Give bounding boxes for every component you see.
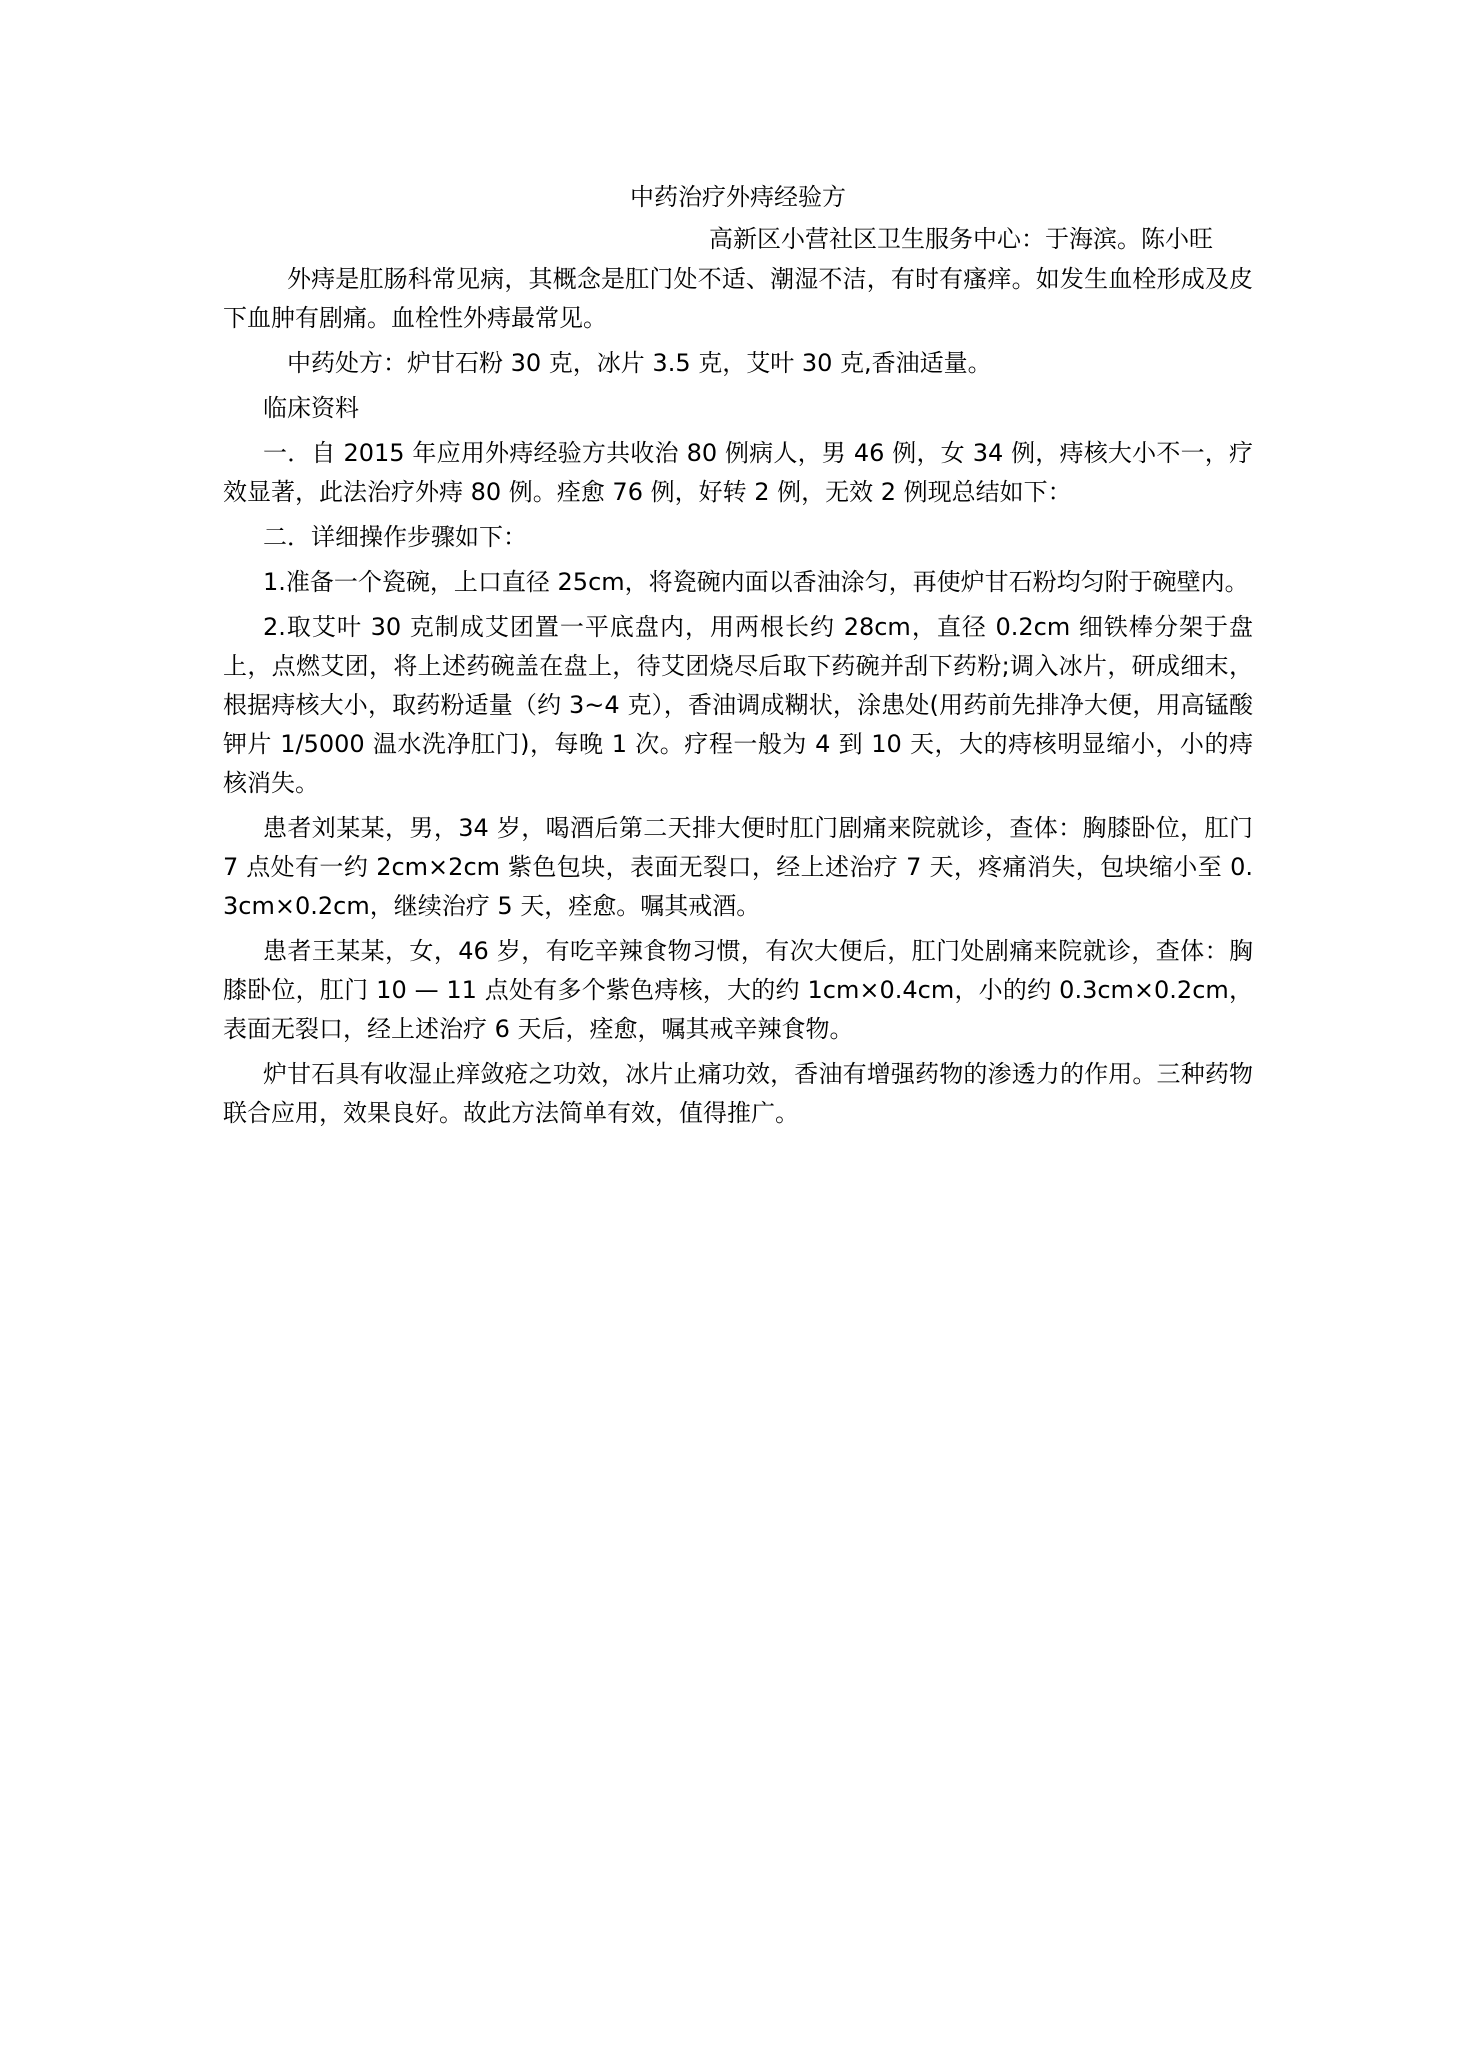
paragraph-step-2: 2.取艾叶 30 克制成艾团置一平底盘内，用两根长约 28cm，直径 0.2cm 细铁棒分架于盘上，点燃艾团，将上述药碗盖在盘上，待艾团烧尽后取下药碗并刮下药粉;调入冰片，研成细末，根据痔核大小，取药粉适量（约 3~4 克），香油调成糊状，涂患处(用药前先排净大便，用高锰酸钾片 1/5000 温水洗净肛门)，每晚 1 次。疗程一般为 4 到 10 天，大的痔核明显缩小，小的痔核消失。 <box>223 613 1253 797</box>
document-title: 中药治疗外痔经验方 <box>630 183 846 211</box>
paragraph-prescription: 中药处方：炉甘石粉 30 克，冰片 3.5 克，艾叶 30 克,香油适量。 <box>287 349 992 377</box>
paragraph-cases-summary: 一．自 2015 年应用外痔经验方共收治 80 例病人，男 46 例，女 34 例，痔核大小不一，疗效显著，此法治疗外痔 80 例。痊愈 76 例，好转 2 例，无效 2 例现总结如下： <box>223 439 1253 506</box>
paragraph-conclusion: 炉甘石具有收湿止痒敛疮之功效，冰片止痛功效，香油有增强药物的渗透力的作用。三种药物联合应用，效果良好。故此方法简单有效，值得推广。 <box>223 1060 1253 1127</box>
paragraph-intro: 外痔是肛肠科常见病，其概念是肛门处不适、潮湿不洁，有时有瘙痒。如发生血栓形成及皮下血肿有剧痛。血栓性外痔最常见。 <box>223 265 1253 332</box>
document-page <box>223 176 1253 1139</box>
paragraph-case-liu: 患者刘某某，男，34 岁，喝酒后第二天排大便时肛门剧痛来院就诊，查体：胸膝卧位，肛门 7 点处有一约 2cm×2cm 紫色包块，表面无裂口，经上述治疗 7 天，疼痛消失，包块缩小至 0.3cm×0.2cm，继续治疗 5 天，痊愈。嘱其戒酒。 <box>223 814 1253 920</box>
paragraph-step-1: 1.准备一个瓷碗，上口直径 25cm，将瓷碗内面以香油涂匀，再使炉甘石粉均匀附于碗壁内。 <box>263 568 1249 596</box>
paragraph-clinical-heading: 临床资料 <box>263 394 359 422</box>
paragraph-steps-heading: 二．详细操作步骤如下： <box>263 523 527 551</box>
author-line: 高新区小营社区卫生服务中心：于海滨。陈小旺 <box>709 225 1213 253</box>
paragraph-case-wang: 患者王某某，女，46 岁，有吃辛辣食物习惯，有次大便后，肛门处剧痛来院就诊，查体：胸膝卧位，肛门 10 — 11 点处有多个紫色痔核，大的约 1cm×0.4cm，小的约 0.3cm×0.2cm，表面无裂口，经上述治疗 6 天后，痊愈，嘱其戒辛辣食物。 <box>223 937 1253 1043</box>
